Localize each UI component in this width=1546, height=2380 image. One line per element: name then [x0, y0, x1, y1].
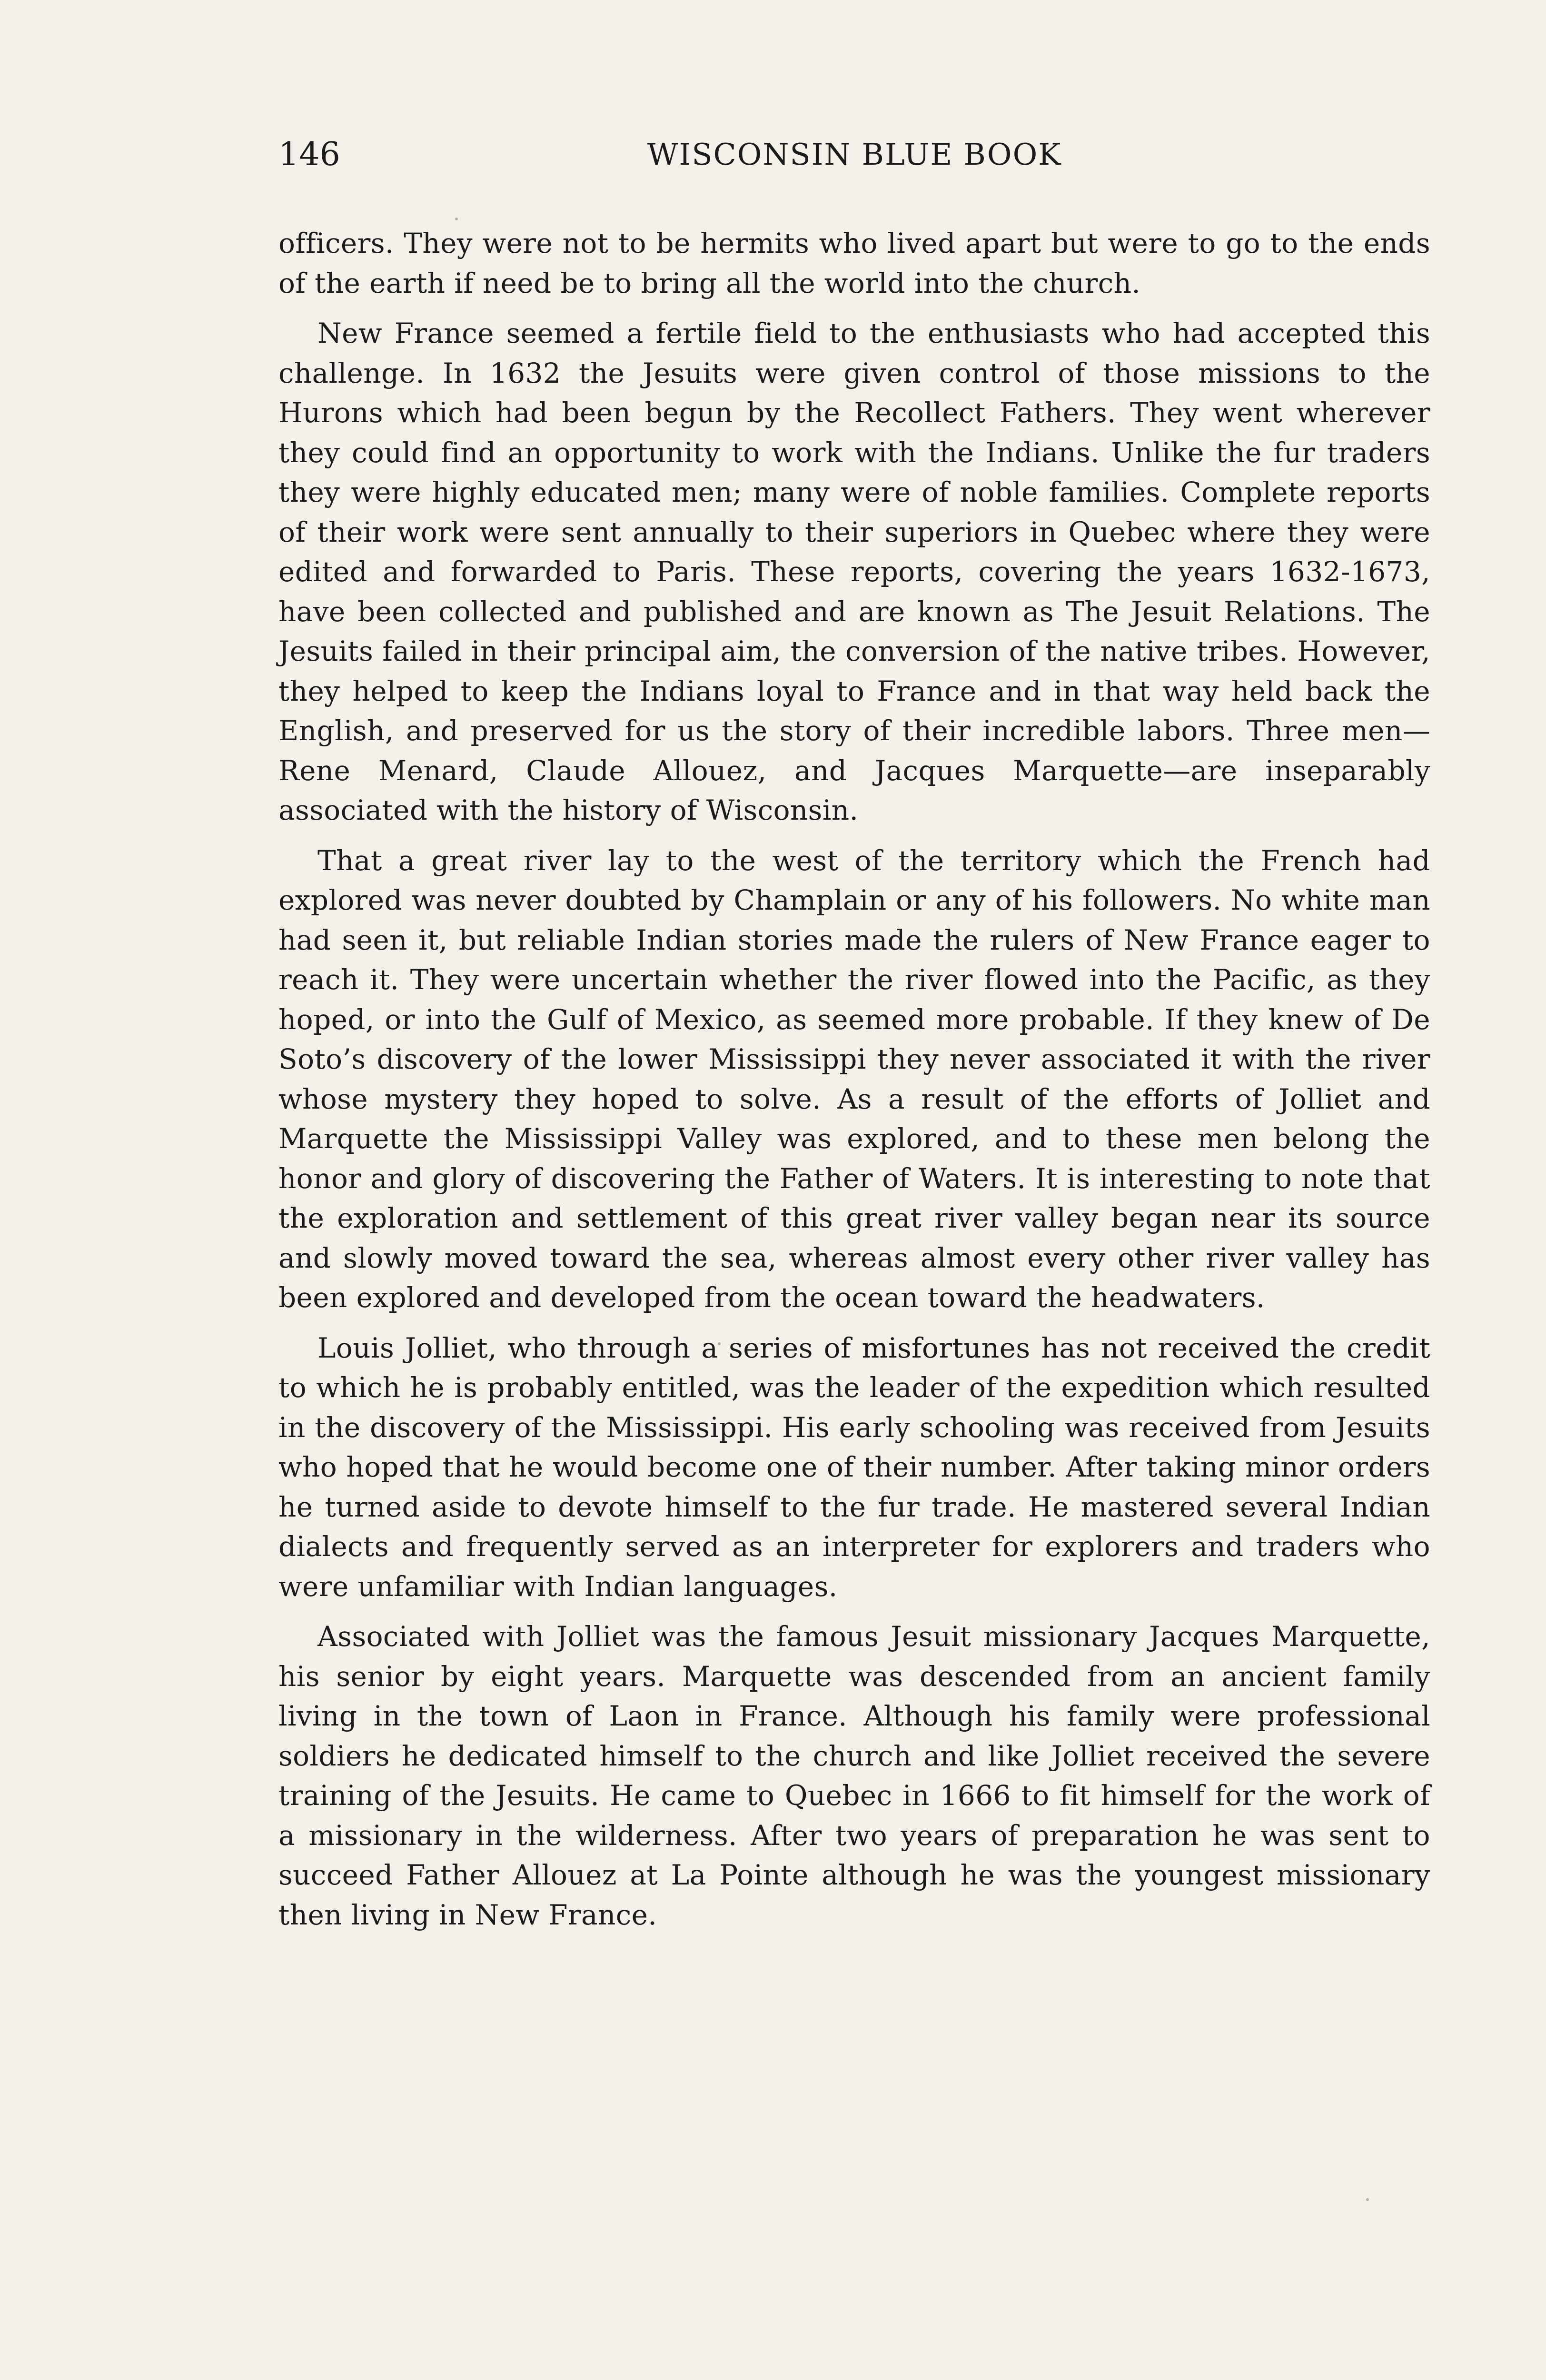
page-number: 146 [278, 136, 340, 173]
paragraph-4: Louis Jolliet, who through a series of misfortunes has not received the credit to which he is probably entitled, was the leader of the expedition which resulted in the discovery of the Mississippi. His early schooling was received from Jesuits who hoped that he would become one of their number. After taking minor orders he turned aside to devote himself to the fur trade. He mastered several Indian dialects and frequently served as an interpreter for explorers and traders who were unfamiliar with Indian languages. [278, 1331, 1430, 1603]
running-head: WISCONSIN BLUE BOOK [647, 137, 1062, 172]
paragraph-3: That a great river lay to the west of the territory which the French had explored was never doubted by Champlain or any of his followers. No white man had seen it, but reliable Indian stories made the rulers of New France eager to reach it. They were uncertain whether the river flowed into the Pacific, as they hoped, or into the Gulf of Mexico, as seemed more probable. If they knew of De Soto’s discovery of the lower Mississippi they never associated it with the river whose mystery they hoped to solve. As a result of the efforts of Jolliet and Marquette the Mississippi Valley was explored, and to these men belong the honor and glory of discovering the Father of Waters. It is interesting to note that the exploration and settlement of this great river valley began near its source and slowly moved toward the sea, whereas almost every other river valley has been explored and developed from the ocean toward the headwaters. [278, 844, 1430, 1314]
body-text [278, 224, 1430, 2271]
paragraph-1: officers. They were not to be hermits who lived apart but were to go to the ends of the earth if need be to bring all the world into the church. [278, 227, 1430, 299]
print-speck [455, 218, 458, 220]
page-header [278, 133, 1430, 186]
paragraph-5: Associated with Jolliet was the famous Jesuit missionary Jacques Marquette, his senior by eight years. Marquette was descended from an ancient family living in the town of Laon in France. Although his family were professional soldiers he dedicated himself to the church and like Jolliet received the severe training of the Jesuits. He came to Quebec in 1666 to fit himself for the work of a missionary in the wilderness. After two years of preparation he was sent to succeed Father Allouez at La Pointe although he was the youngest missionary then living in New France. [278, 1620, 1430, 1931]
paragraph-2: New France seemed a fertile field to the enthusiasts who had accepted this challenge. In 1632 the Jesuits were given control of those missions to the Hurons which had been begun by the Recollect Fathers. They went wherever they could find an opportunity to work with the Indians. Unlike the fur traders they were highly educated men; many were of noble families. Complete reports of their work were sent annually to their superiors in Quebec where they were edited and forwarded to Paris. These reports, covering the years 1632-1673, have been collected and published and are known as The Jesuit Relations. The Jesuits failed in their principal aim, the conversion of the native tribes. However, they helped to keep the Indians loyal to France and in that way held back the English, and preserved for us the story of their incredible labors. Three men—Rene Menard, Claude Allouez, and Jacques Marquette—are inseparably associated with the history of Wisconsin. [278, 317, 1430, 826]
